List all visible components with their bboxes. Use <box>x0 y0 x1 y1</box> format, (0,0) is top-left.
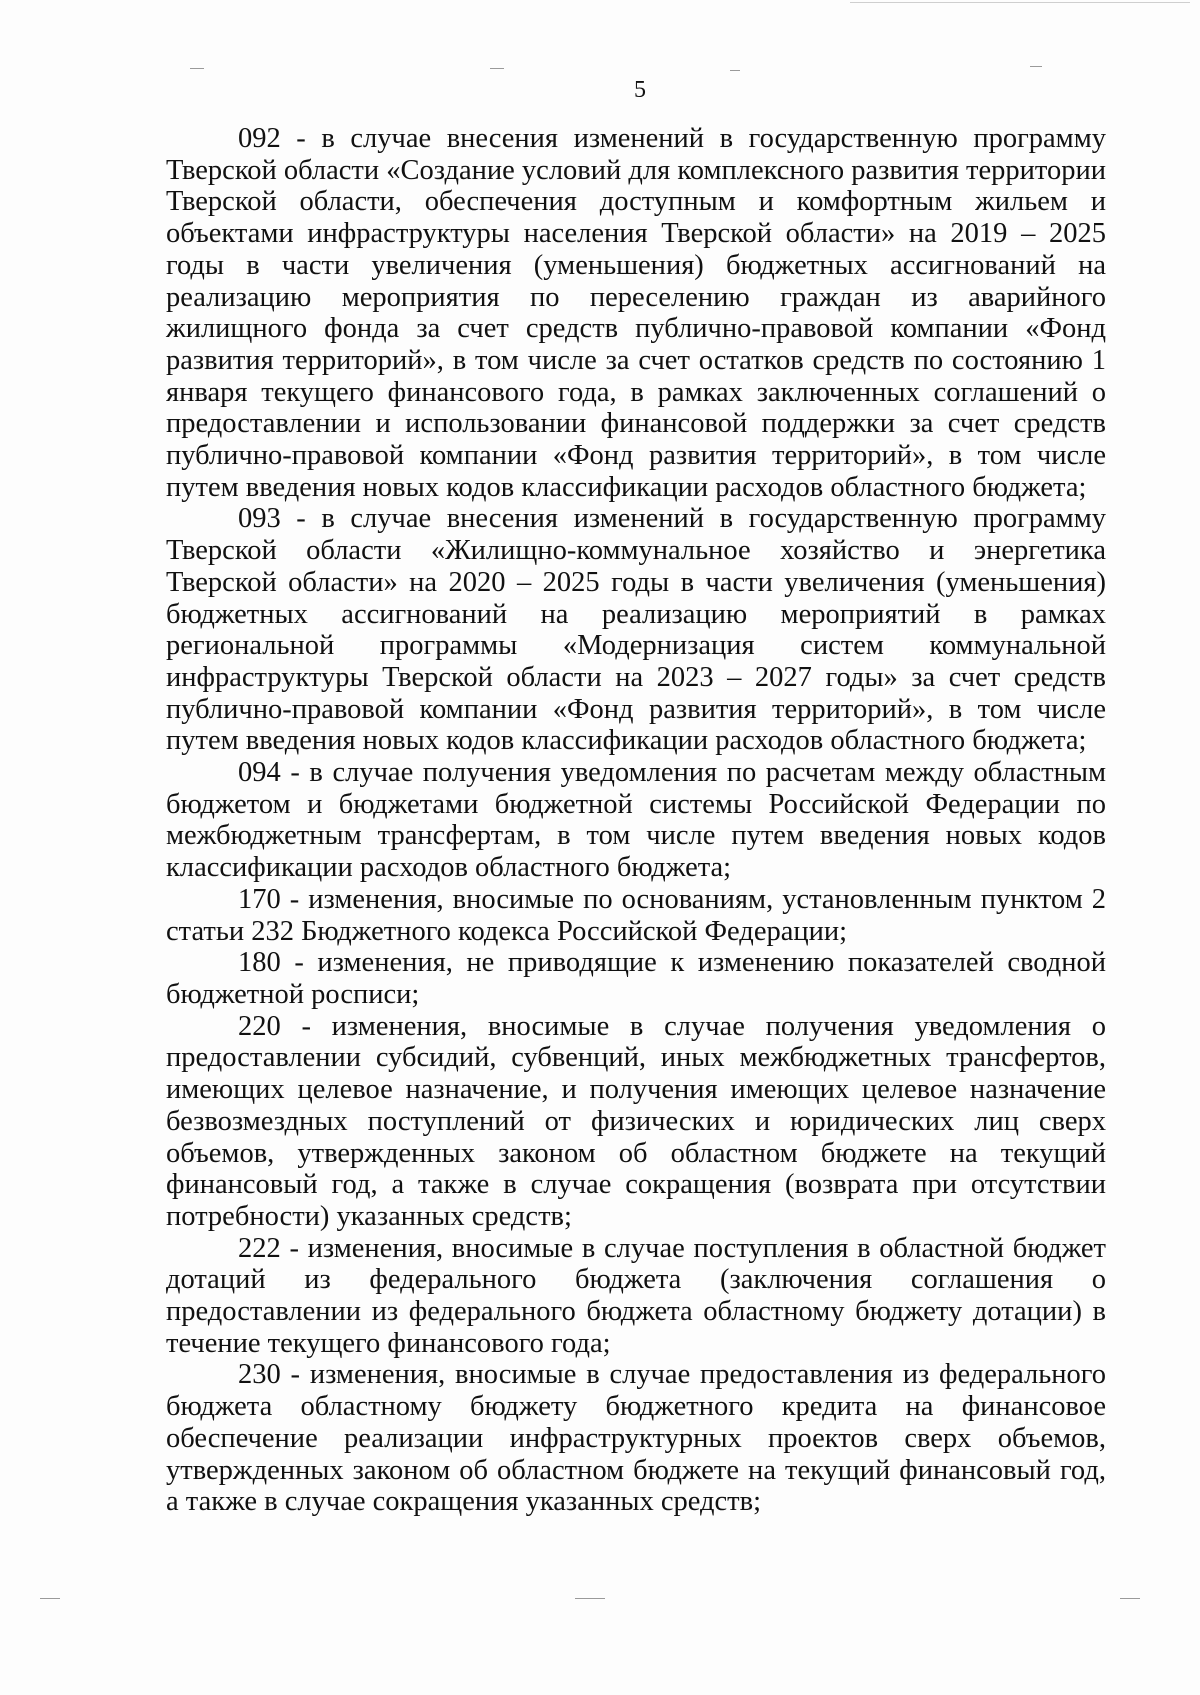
paragraph-222: 222 - изменения, вносимые в случае поступления в областной бюджет дотаций из федерального бюджета (заключения соглашения о предоставлении из федерального бюджета областному бюджету дотации) в течение текущего финансового года; <box>166 1232 1106 1359</box>
scan-artifact-top <box>1030 66 1042 67</box>
scan-artifact-bottom <box>40 1598 60 1599</box>
scan-artifact-top <box>850 2 1190 3</box>
paragraph-094: 094 - в случае получения уведомления по расчетам между областным бюджетом и бюджетами бюджетной системы Российской Федерации по межбюджетным трансфертам, в том числе путем введения новых кодов классификации расходов областного бюджета; <box>166 757 1106 884</box>
paragraph-092: 092 - в случае внесения изменений в государственную программу Тверской области «Создание условий для комплексного развития территории Тверской области, обеспечения доступным и комфортным жильем и объектами инфраструктуры населения Тверской области» на 2019 – 2025 годы в части увеличения (уменьшения) бюджетных ассигнований на реализацию мероприятия по переселению граждан из аварийного жилищного фонда за счет средств публично-правовой компании «Фонд развития территорий», в том числе за счет остатков средств по состоянию 1 января текущего финансового года, в рамках заключенных соглашений о предоставлении и использовании финансовой поддержки за счет средств публично-правовой компании «Фонд развития территорий», в том числе путем введения новых кодов классификации расходов областного бюджета; <box>166 123 1106 503</box>
paragraph-093: 093 - в случае внесения изменений в государственную программу Тверской области «Жилищно-коммунальное хозяйство и энергетика Тверской области» на 2020 – 2025 годы в части увеличения (уменьшения) бюджетных ассигнований на реализацию мероприятий в рамках региональной программы «Модернизация систем коммунальной инфраструктуры Тверской области на 2023 – 2027 годы» за счет средств публично-правовой компании «Фонд развития территорий», в том числе путем введения новых кодов классификации расходов областного бюджета; <box>166 503 1106 757</box>
document-body <box>166 123 1106 1518</box>
paragraph-220: 220 - изменения, вносимые в случае получения уведомления о предоставлении субсидий, субвенций, иных межбюджетных трансфертов, имеющих целевое назначение, и получения имеющих целевое назначение безвозмездных поступлений от физических и юридических лиц сверх объемов, утвержденных законом об областном бюджете на текущий финансовый год, а также в случае сокращения (возврата при отсутствии потребности) указанных средств; <box>166 1010 1106 1232</box>
scan-artifact-top <box>490 68 504 69</box>
scan-artifact-bottom <box>1120 1598 1140 1599</box>
paragraph-230: 230 - изменения, вносимые в случае предоставления из федерального бюджета областному бюджету бюджетного кредита на финансовое обеспечение реализации инфраструктурных проектов сверх объемов, утвержденных законом об областном бюджете на текущий финансовый год, а также в случае сокращения указанных средств; <box>166 1359 1106 1518</box>
scan-artifact-top <box>190 68 204 69</box>
page-number: 5 <box>634 77 646 103</box>
paragraph-170: 170 - изменения, вносимые по основаниям, установленным пунктом 2 статьи 232 Бюджетного кодекса Российской Федерации; <box>166 883 1106 947</box>
paragraph-180: 180 - изменения, не приводящие к изменению показателей сводной бюджетной росписи; <box>166 947 1106 1010</box>
scan-artifact-top <box>730 70 740 71</box>
scan-artifact-bottom <box>575 1598 605 1599</box>
